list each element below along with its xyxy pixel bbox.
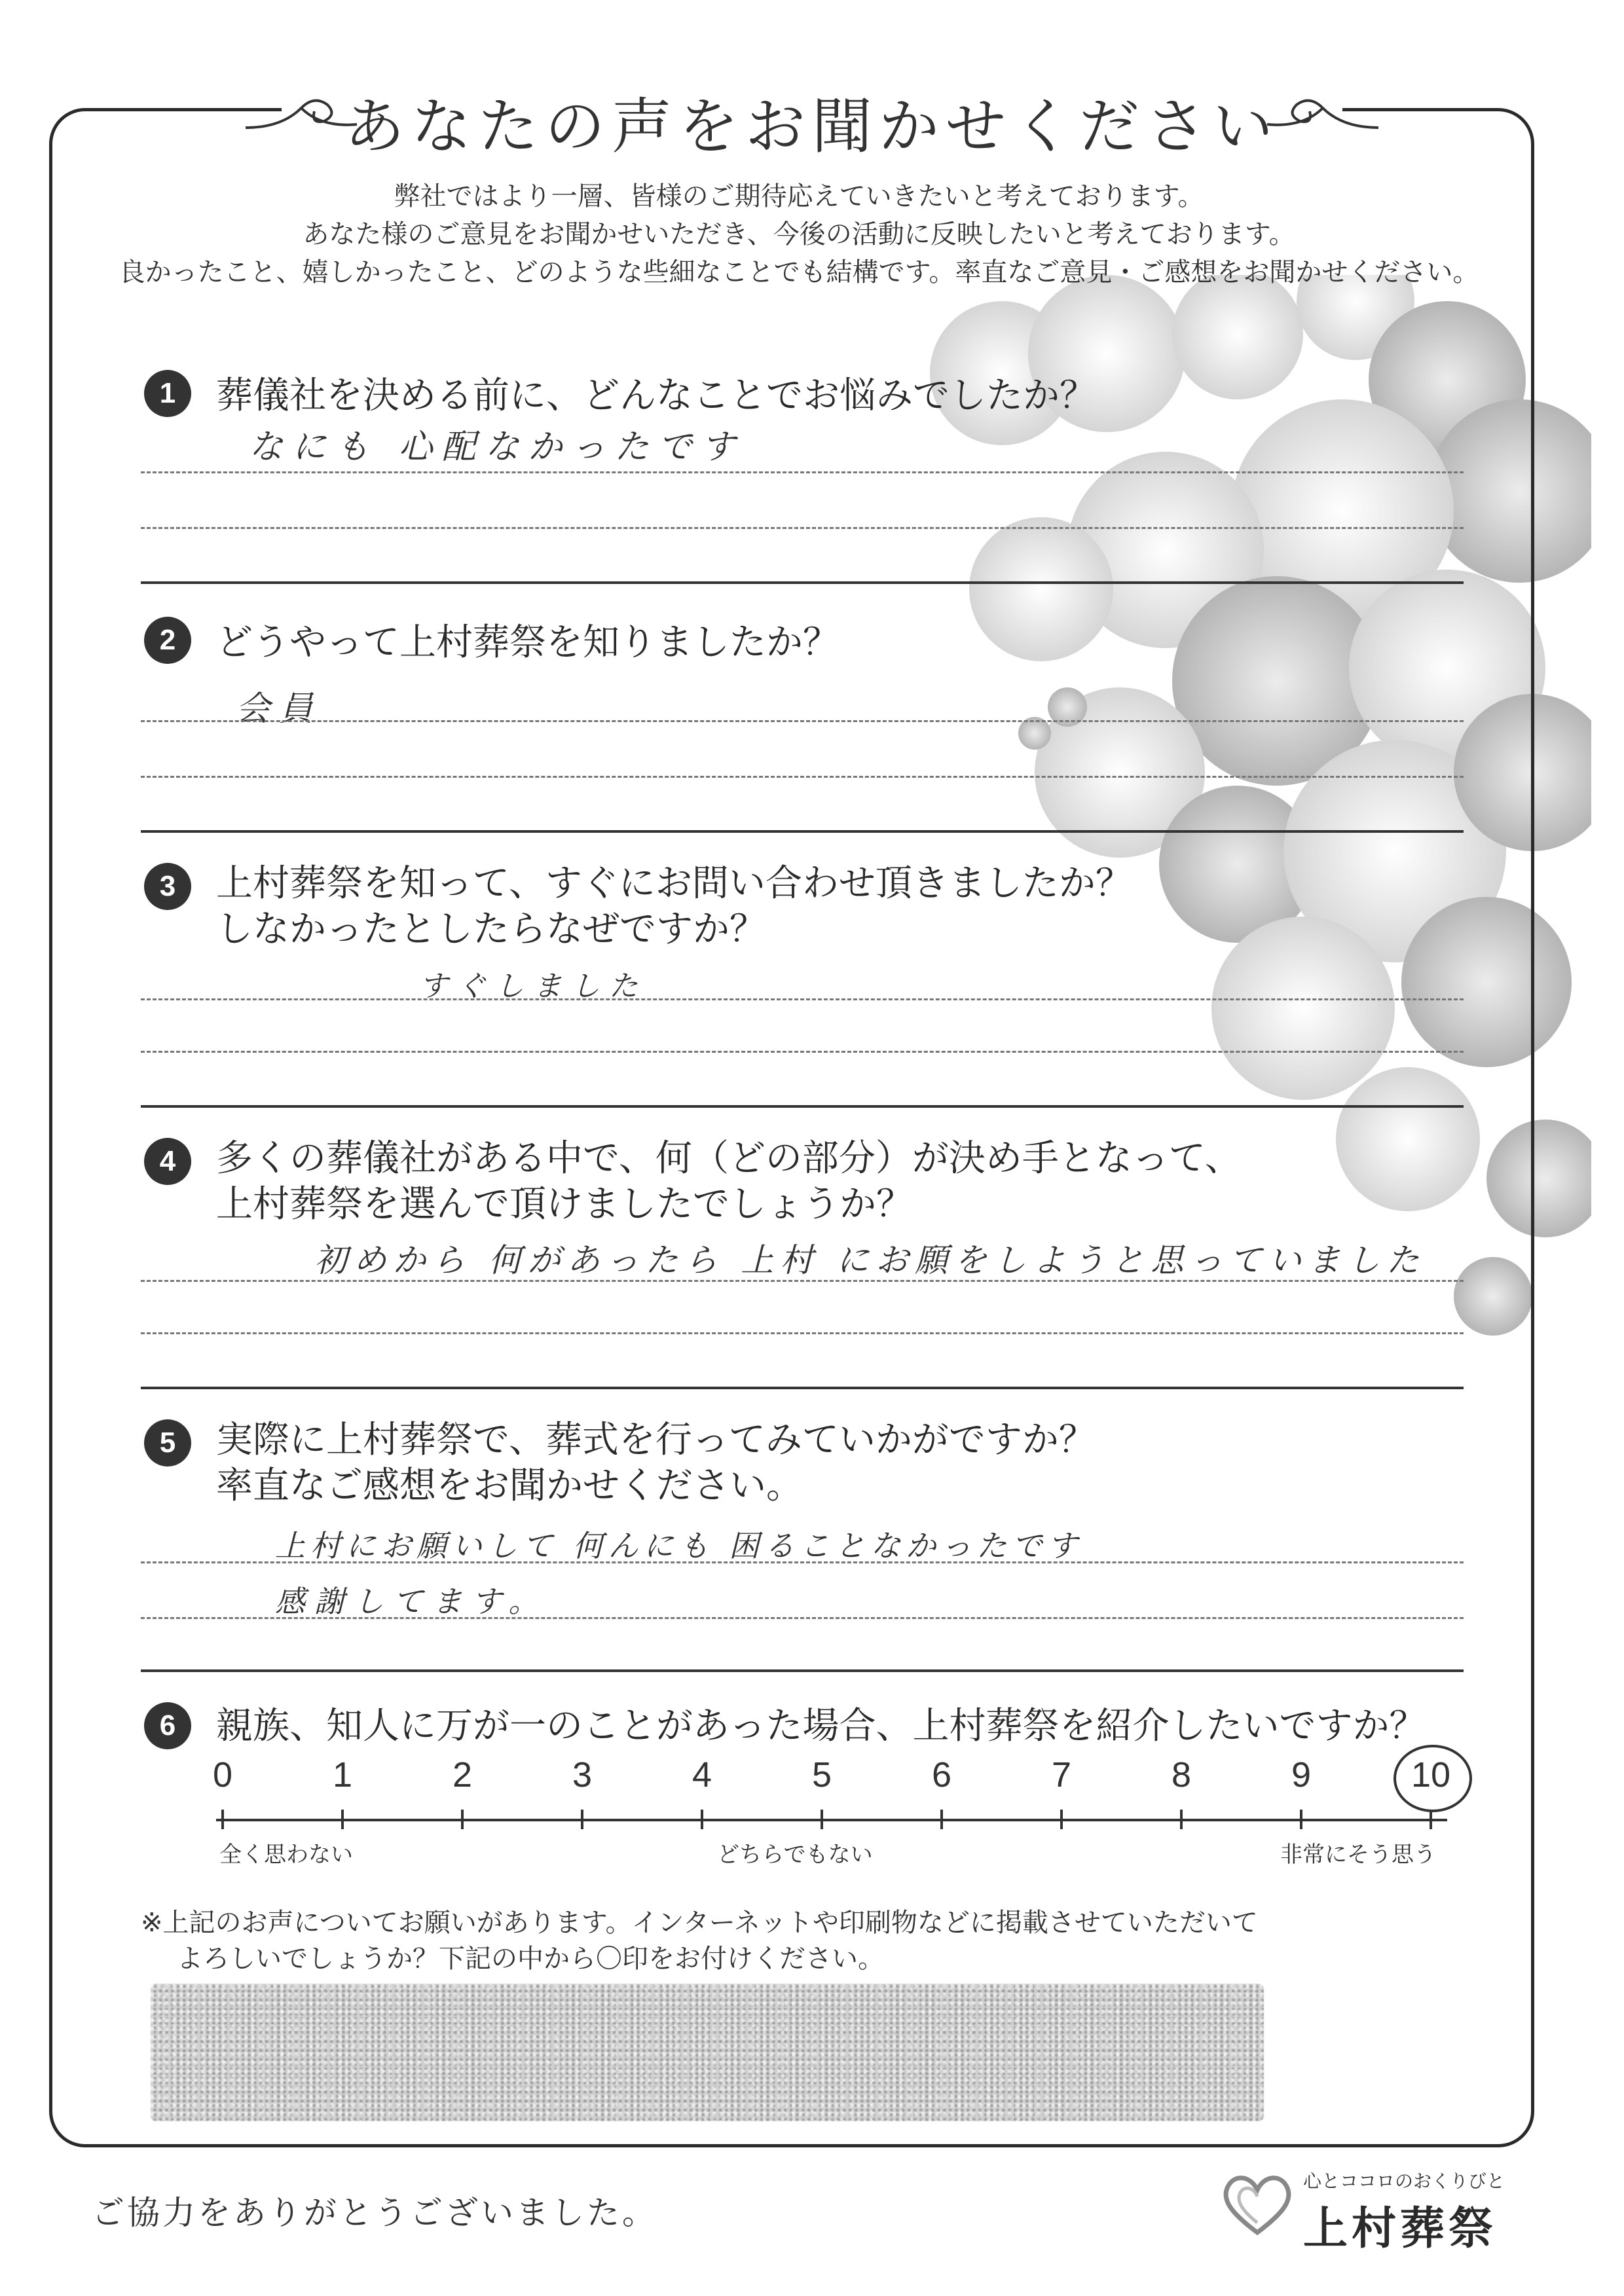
section-divider (141, 1387, 1464, 1389)
intro-line-1: 弊社ではより一層、皆様のご期待応えていきたいと考えております。 (394, 181, 1204, 211)
scale-tick (1300, 1810, 1302, 1829)
question-5-text-line-2: 率直なご感想をお聞かせください。 (216, 1465, 803, 1507)
brand-tagline: 心とココロのおくりびと (1303, 2170, 1505, 2192)
scale-label-right: 非常にそう思う (1280, 1842, 1436, 1868)
answer-line (141, 1561, 1464, 1563)
section-divider (141, 830, 1464, 833)
scale-tick (461, 1810, 464, 1829)
answer-3-handwriting: すぐしました (419, 970, 647, 1003)
answer-line (141, 1617, 1464, 1619)
answer-1-handwriting: なにも 心配なかったです (249, 428, 745, 467)
answer-line (141, 998, 1464, 1000)
question-6-text: 親族、知人に万が一のことがあった場合、上村葬祭を紹介したいですか？ (216, 1705, 1426, 1747)
answer-5-handwriting-line-1: 上村にお願いして 何んにも 困ることなかったです (275, 1528, 1083, 1563)
scale-tick (940, 1810, 943, 1829)
answer-line (141, 776, 1464, 778)
scale-number-2[interactable]: 2 (452, 1755, 473, 1795)
question-3-text-line-1: 上村葬祭を知って、すぐにお問い合わせ頂きましたか？ (216, 862, 1132, 905)
thank-you-message: ご協力をありがとうございました。 (92, 2194, 657, 2232)
scale-number-9[interactable]: 9 (1291, 1755, 1312, 1795)
selected-rating-circle (1393, 1745, 1472, 1812)
scale-number-6[interactable]: 6 (931, 1755, 952, 1795)
redacted-selection-area (151, 1984, 1264, 2121)
question-number-5: 5 (144, 1419, 191, 1467)
answer-5-handwriting-line-2: 感謝してます。 (275, 1584, 548, 1619)
section-divider (141, 1669, 1464, 1672)
answer-line (141, 527, 1464, 529)
scale-tick (701, 1810, 703, 1829)
question-number-4: 4 (144, 1138, 191, 1185)
answer-2-handwriting: 会員 (236, 689, 323, 729)
question-1-text: 葬儀社を決める前に、どんなことでお悩みでしたか？ (216, 374, 1096, 417)
question-number-6: 6 (144, 1702, 191, 1749)
scale-number-4[interactable]: 4 (692, 1755, 712, 1795)
answer-line (141, 1332, 1464, 1334)
question-number-2: 2 (144, 617, 191, 664)
scale-tick (581, 1810, 583, 1829)
question-number-1: 1 (144, 370, 191, 417)
scale-label-left: 全く思わない (219, 1842, 353, 1868)
section-divider (141, 581, 1464, 584)
scale-tick (341, 1810, 344, 1829)
rating-scale-line (216, 1819, 1447, 1821)
question-4-text-line-2: 上村葬祭を選んで頂けましたでしょうか？ (216, 1183, 913, 1226)
scale-tick (1430, 1810, 1432, 1829)
page-title: あなたの声をお聞かせください (344, 92, 1280, 162)
scale-number-3[interactable]: 3 (572, 1755, 593, 1795)
scale-label-middle: どちらでもない (717, 1842, 873, 1868)
scale-tick (821, 1810, 823, 1829)
scale-tick (1180, 1810, 1183, 1829)
answer-line (141, 1280, 1464, 1282)
intro-line-3: 良かったこと、嬉しかったこと、どのような些細なことでも結構です。率直なご意見・ご感想をお聞かせください。 (119, 257, 1479, 287)
heart-logo-icon (1218, 2164, 1297, 2242)
intro-line-2: あなた様のご意見をお聞かせいただき、今後の活動に反映したいと考えております。 (303, 219, 1295, 249)
scale-tick (1060, 1810, 1063, 1829)
scale-number-7[interactable]: 7 (1051, 1755, 1072, 1795)
question-5-text-line-1: 実際に上村葬祭で、葬式を行ってみていかがですか？ (216, 1419, 1096, 1461)
scale-number-1[interactable]: 1 (332, 1755, 353, 1795)
question-4-text-line-1: 多くの葬儀社がある中で、何（どの部分）が決め手となって、 (216, 1137, 1242, 1180)
scale-number-5[interactable]: 5 (811, 1755, 832, 1795)
question-2-text: どうやって上村葬祭を知りましたか？ (216, 621, 840, 664)
scale-number-8[interactable]: 8 (1171, 1755, 1192, 1795)
answer-line (141, 1051, 1464, 1053)
scale-number-0[interactable]: 0 (212, 1755, 233, 1795)
answer-line (141, 471, 1464, 473)
scale-number-10[interactable]: 10 (1411, 1755, 1451, 1795)
question-3-text-line-2: しなかったとしたらなぜですか？ (216, 908, 766, 951)
section-divider (141, 1105, 1464, 1108)
brand-name: 上村葬祭 (1303, 2203, 1498, 2255)
permission-note-line-1: ※上記のお声についてお願いがあります。インターネットや印刷物などに掲載させていただいて (141, 1908, 1258, 1938)
answer-4-handwriting: 初めから 何があったら 上村 にお願をしようと思っていました (314, 1241, 1426, 1279)
permission-note-line-2: よろしいでしょうか？下記の中から〇印をお付けください。 (177, 1944, 884, 1974)
answer-line (141, 720, 1464, 722)
scale-tick (221, 1810, 224, 1829)
question-number-3: 3 (144, 863, 191, 910)
